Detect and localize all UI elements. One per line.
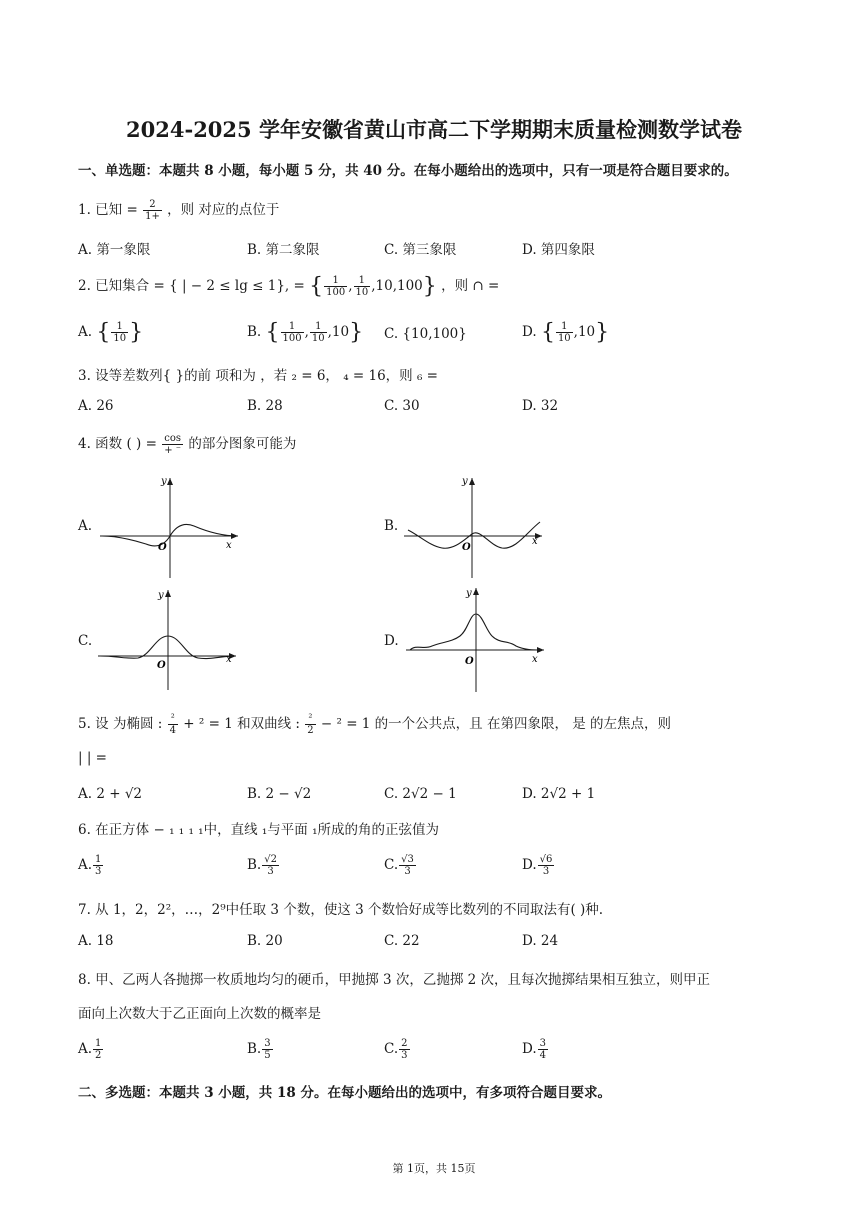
q2-d-num: 1 [556,321,573,333]
graph-c-origin: O [157,660,166,671]
q8-d-den: 4 [539,1050,547,1061]
q6-option-d[interactable] [522,854,555,877]
graph-d-y-label: y [466,588,472,599]
question-5 [78,712,671,736]
q6-a-num: 1 [95,854,102,865]
q1-stem-suffix: ，则 对应的点位于 [167,202,280,218]
q2-option-b[interactable]: B. { $\frac{1}{100}$ , $\frac{1}{10}$ ,10} [247,320,364,345]
q6-option-d-label: D. [522,857,537,873]
q4-frac-den: + ⁻ [164,445,182,456]
q4-stem-suffix: 的部分图象可能为 [188,436,297,452]
q8-b-num: 3 [264,1038,271,1049]
q2-set-frac2-den: 10 [355,287,369,298]
question-7: 7. 从 1，2，2²，…，2⁹中任取 3 个数，使这 3 个数恰好成等比数列的不同取法有( )种. [78,902,604,918]
graph-a-origin: O [158,542,167,553]
graph-d-origin: O [465,656,474,667]
q8-c-num: 2 [401,1038,408,1049]
q1-fraction [143,199,162,222]
q2-option-d-label: D. [522,324,537,340]
question-1 [78,198,279,222]
q2-set-rest: 10,100 [375,278,423,294]
q6-option-c-label: C. [384,857,399,873]
q2-b-rest: ,10 [327,324,350,340]
q5-option-a[interactable]: A. 2 + √2 [78,786,143,802]
graph-a-x-label: x [226,540,232,551]
q8-option-c[interactable] [384,1038,411,1061]
q8-option-a-label: A. [78,1041,93,1057]
q6-d-num: √6 [539,854,553,865]
q8-option-b-label: B. [247,1041,262,1057]
q2-a-num: 1 [111,321,128,333]
graph-c-y-label: y [158,590,164,601]
q4-option-b-label[interactable]: B. [384,518,399,534]
q5-option-c[interactable]: C. 2√2 − 1 [384,786,457,802]
question-8-line1: 8. 甲、乙两人各抛掷一枚质地均匀的硬币，甲抛掷 3 次，乙抛掷 2 次，且每次抛掷结果相互独立，则甲正 [78,972,711,988]
q2-option-b-label: B. [247,324,262,340]
q8-a-den: 2 [95,1050,102,1061]
q5-stem-part1: 5. 设 为椭圆 : [78,716,163,732]
q5-ellipse-num: ² [168,713,178,725]
q2-set-frac1-den: 100 [326,287,346,298]
q5-stem-part2: + ² = 1 和双曲线 : [183,716,300,732]
q8-c-den: 3 [401,1050,408,1061]
q4-graph-a[interactable] [98,470,248,584]
q5-stem-part3: − ² = 1 的一个公共点，且 在第四象限， 是 的左焦点，则 [320,716,672,732]
q6-a-den: 3 [95,866,102,877]
q2-option-c[interactable]: C. {10,100} [384,326,467,342]
q5-stem-line2: | | = [78,750,107,766]
q8-option-d[interactable] [522,1038,549,1061]
q2-a-den: 10 [113,333,127,344]
q6-option-c[interactable] [384,854,417,877]
graph-b-x-label: x [532,536,538,547]
q2-option-a[interactable]: A. { $\frac{1}{10}$ } [78,320,144,345]
section-heading-multi-choice: 二、多选题：本题共 3 小题，共 18 分。在每小题给出的选项中，有多项符合题目要求。 [78,1085,611,1101]
section-heading-single-choice: 一、单选题：本题共 8 小题，每小题 5 分，共 40 分。在每小题给出的选项中，只有一项是符合题目要求的。 [78,163,738,179]
q2-b-num2: 1 [310,321,327,333]
q2-d-den: 10 [557,333,571,344]
q8-option-b[interactable] [247,1038,274,1061]
q2-b-den1: 100 [282,333,302,344]
q5-ellipse-den: 4 [169,725,176,736]
q2-option-d[interactable]: D. { $\frac{1}{10}$ ,10} [522,320,610,345]
q2-stem-prefix: 2. 已知集合 = { | − 2 ≤ lg ≤ 1}, = [78,278,305,294]
q4-option-a-label[interactable]: A. [78,518,93,534]
q4-frac-num: cos [162,433,183,445]
q8-option-a[interactable] [78,1038,104,1061]
q3-option-c[interactable]: C. 30 [384,398,420,414]
q6-b-den: 3 [267,866,274,877]
question-8-line2: 面向上次数大于乙正面向上次数的概率是 [78,1006,321,1022]
q2-option-a-label: A. [78,324,93,340]
q2-set-frac2-num: 1 [354,275,371,287]
q5-option-b[interactable]: B. 2 − √2 [247,786,312,802]
q5-hyperbola-den: 2 [307,725,314,736]
q6-b-num: √2 [264,854,277,865]
q6-option-a-label: A. [78,857,93,873]
q7-option-c[interactable]: C. 22 [384,933,420,949]
q1-option-d[interactable]: D. 第四象限 [522,242,595,258]
q3-option-b[interactable]: B. 28 [247,398,283,414]
q8-option-c-label: C. [384,1041,399,1057]
q5-hyperbola-num: ² [305,713,315,725]
q3-option-a[interactable]: A. 26 [78,398,114,414]
q1-option-c[interactable]: C. 第三象限 [384,242,457,258]
q8-d-num: 3 [539,1038,547,1049]
q7-option-d[interactable]: D. 24 [522,933,559,949]
q1-option-a[interactable]: A. 第一象限 [78,242,151,258]
graph-c-x-label: x [226,654,232,665]
q5-option-d[interactable]: D. 2√2 + 1 [522,786,596,802]
graph-a-y-label: y [161,476,167,487]
q8-option-d-label: D. [522,1041,537,1057]
q3-option-d[interactable]: D. 32 [522,398,559,414]
q4-option-d-label[interactable]: D. [384,633,399,649]
q2-b-num1: 1 [281,321,304,333]
q2-stem-suffix: ，则 ∩ = [441,278,500,294]
q2-set-frac1-num: 1 [324,275,347,287]
q2-d-rest: ,10 [573,324,596,340]
q7-option-b[interactable]: B. 20 [247,933,283,949]
q4-option-c-label[interactable]: C. [78,633,93,649]
q8-a-num: 1 [95,1038,102,1049]
question-4 [78,432,296,456]
question-2: 2. 已知集合 = { | − 2 ≤ lg ≤ 1}, = { $\frac{1}{100}$ , $\frac{1}{10}$ ,10,100} ，则 ∩ = [78,274,500,299]
q7-option-a[interactable]: A. 18 [78,933,114,949]
graph-b-origin: O [462,542,471,553]
q4-graph-b[interactable] [402,470,552,584]
q6-option-b-label: B. [247,857,262,873]
page-title: 2024-2025 学年安徽省黄山市高二下学期期末质量检测数学试卷 [126,117,742,142]
q6-option-a[interactable] [78,854,104,877]
q4-graph-d[interactable] [404,584,554,698]
question-3: 3. 设等差数列{ }的前 项和为 ，若 ₂ = 6， ₄ = 16，则 ₆ = [78,368,438,384]
q6-d-den: 3 [542,866,550,877]
page-footer: 第 1页，共 15页 [392,1162,476,1175]
q6-option-b[interactable] [247,854,280,877]
q4-stem-prefix: 4. 函数 ( ) = [78,436,157,452]
q2-b-den2: 10 [311,333,325,344]
q1-stem-prefix: 1. 已知 = [78,202,138,218]
q6-c-den: 3 [404,866,411,877]
q1-option-b[interactable]: B. 第二象限 [247,242,320,258]
q1-fraction-numerator: 2 [143,199,162,211]
graph-d-x-label: x [532,654,538,665]
question-6: 6. 在正方体 − ₁ ₁ ₁ ₁中，直线 ₁与平面 ₁所成的角的正弦值为 [78,822,439,838]
q6-c-num: √3 [401,854,414,865]
q4-graph-c[interactable] [96,584,246,698]
q1-fraction-denominator: 1+ [145,211,160,222]
q8-b-den: 5 [264,1050,271,1061]
graph-b-y-label: y [462,476,468,487]
q4-fraction [162,433,183,456]
